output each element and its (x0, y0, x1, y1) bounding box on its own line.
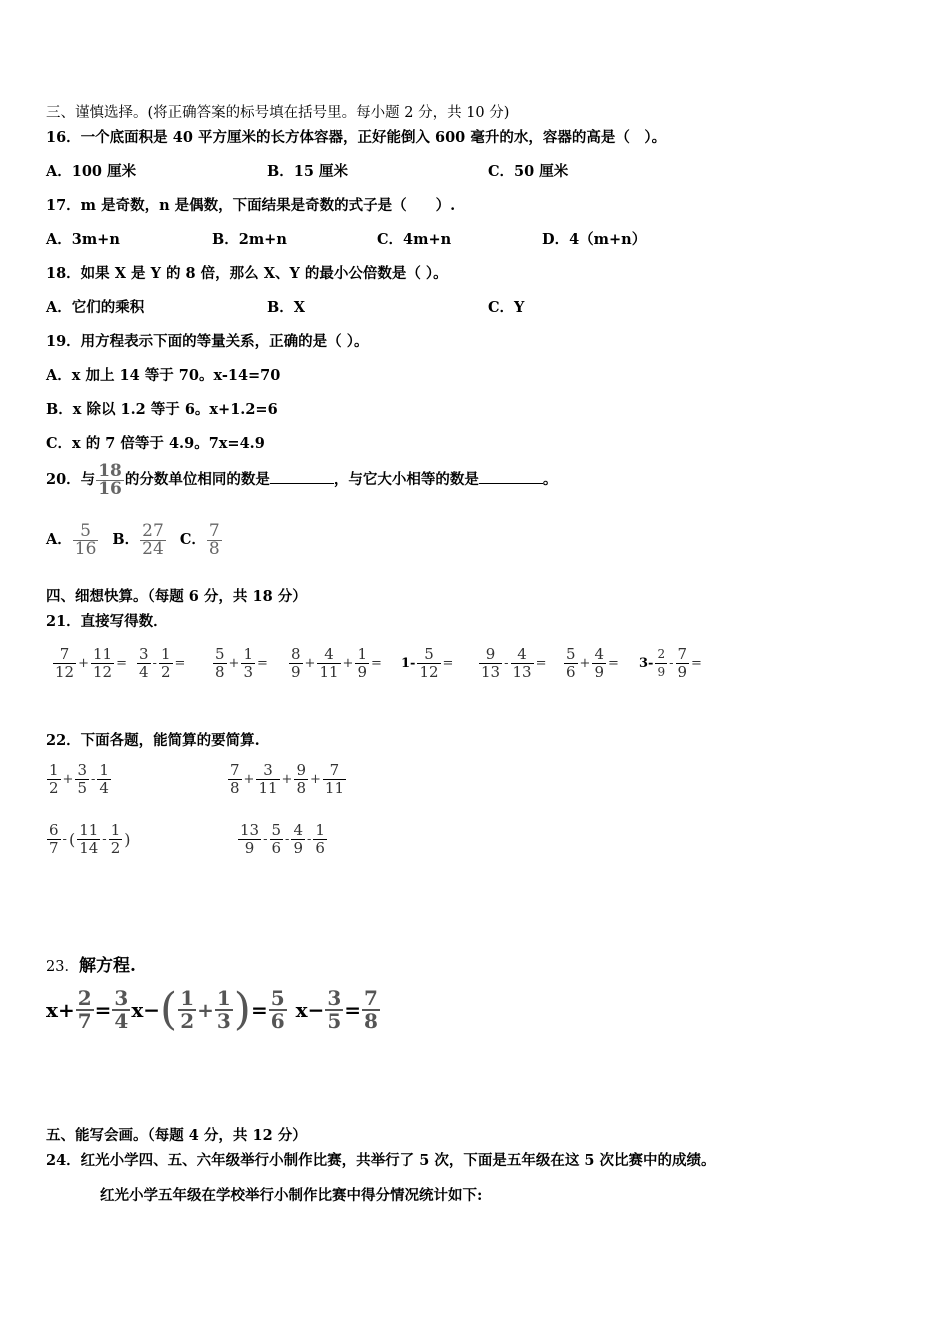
q16-option-c: C．50 厘米 (488, 163, 569, 180)
equals-sign: = (174, 656, 186, 671)
eq2-variable: x (131, 998, 144, 1022)
fraction-denominator: 24 (142, 538, 164, 559)
fraction-numerator: 3 (77, 761, 87, 779)
fraction-denominator: 7 (49, 839, 59, 857)
q20-option-b-fraction (140, 520, 166, 559)
q19-option-b: B．x 除以 1.2 等于 6。x+1.2=6 (46, 401, 278, 418)
q23-text: 解方程. (78, 956, 136, 976)
q21-item-6 (478, 646, 548, 681)
question-23-stem (46, 955, 136, 978)
fraction-denominator: 9 (594, 663, 604, 681)
fraction-denominator: 9 (293, 839, 303, 857)
fraction-numerator: 1 (216, 986, 231, 1010)
q22-expression-1 (46, 762, 112, 797)
operator: - (669, 656, 674, 671)
section-4-title: 四、细想快算。（每题 6 分，共 18 分） (46, 588, 307, 605)
operator: + (78, 656, 89, 671)
q23-number: 23． (46, 959, 79, 975)
fraction-denominator: 9 (357, 663, 367, 681)
equals-sign: = (257, 656, 268, 671)
plus-sign: + (57, 998, 75, 1022)
fraction-numerator: 5 (80, 520, 91, 541)
fraction-numerator: 3 (114, 986, 129, 1010)
q20-option-c-fraction (207, 520, 222, 559)
fraction-denominator: 8 (230, 779, 240, 797)
fraction-denominator: 9 (657, 665, 666, 679)
equals-sign: = (535, 656, 547, 671)
q18-option-c: C．Y (488, 299, 525, 316)
fraction-numerator: 2 (77, 986, 92, 1010)
operator: - (102, 832, 107, 847)
eq1-variable: x (46, 998, 58, 1022)
question-18-stem: 18．如果 X 是 Y 的 8 倍，那么 X、Y 的最小公倍数是（ ）。 (46, 265, 448, 282)
q20-middle: 的分数单位相同的数是 (124, 471, 270, 488)
equals-sign: = (344, 998, 362, 1022)
right-paren: ) (233, 984, 251, 1035)
fraction-numerator: 9 (485, 645, 496, 663)
fraction-numerator: 18 (98, 460, 122, 481)
equals-sign: = (691, 656, 702, 671)
fraction-numerator: 8 (291, 645, 301, 663)
fraction-denominator: 4 (114, 1009, 129, 1033)
q21-item-7 (563, 646, 620, 681)
operator: - (504, 656, 509, 671)
fraction-denominator: 9 (291, 663, 301, 681)
q16-option-b: B．15 厘米 (267, 163, 348, 180)
fraction-numerator: 7 (59, 645, 70, 663)
plus-sign: + (197, 998, 214, 1022)
fraction-numerator: 5 (271, 821, 282, 839)
q20-option-a-label: A． (46, 531, 72, 548)
equals-sign: = (250, 998, 268, 1022)
fraction-denominator: 8 (296, 779, 306, 797)
q22-expression-2 (227, 762, 347, 797)
operator: - (91, 772, 96, 787)
minus-sign: − (143, 998, 161, 1022)
minus-sign: − (307, 998, 325, 1022)
operator: - (263, 832, 268, 847)
q23-equations (46, 984, 381, 1035)
question-16-stem: 16．一个底面积是 40 平方厘米的长方体容器，正好能倒入 600 毫升的水，容器的高是（ ）。 (46, 129, 667, 146)
fraction-numerator: 4 (594, 645, 604, 663)
q21-item-1 (52, 646, 128, 681)
lead-term: 1- (401, 656, 416, 671)
fraction-denominator: 4 (99, 779, 109, 797)
q17-option-c: C．4m+n (377, 231, 452, 248)
fraction-numerator: 7 (230, 761, 240, 779)
fraction-denominator: 16 (74, 538, 97, 559)
fraction-denominator: 2 (49, 779, 59, 797)
fraction-denominator: 13 (481, 663, 501, 681)
equals-sign: = (116, 656, 127, 671)
fraction-numerator: 11 (79, 821, 99, 839)
right-paren: ) (124, 830, 131, 849)
eq3-variable: x (295, 998, 308, 1022)
q21-item-3 (212, 646, 269, 681)
fraction-numerator: 1 (99, 761, 109, 779)
q22-expression-3 (46, 822, 132, 857)
fraction-denominator: 3 (243, 663, 253, 681)
fraction-numerator: 3 (327, 986, 342, 1010)
q20-prefix: 20．与 (46, 471, 96, 488)
q20-middle2: ，与它大小相等的数是 (333, 471, 479, 488)
fraction-denominator: 2 (110, 839, 121, 857)
fraction-denominator: 4 (139, 663, 149, 681)
question-21-stem: 21．直接写得数． (46, 613, 168, 630)
fraction-denominator: 11 (258, 779, 278, 797)
question-19-stem: 19．用方程表示下面的等量关系，正确的是（ ）。 (46, 333, 369, 350)
fraction-numerator: 5 (215, 645, 225, 663)
fraction-numerator: 1 (110, 821, 121, 839)
fraction-denominator: 6 (270, 1009, 285, 1033)
q19-option-c: C．x 的 7 倍等于 4.9。7x=4.9 (46, 435, 265, 452)
operator: + (579, 656, 591, 671)
question-24-stem: 24．红光小学四、五、六年级举行小制作比赛，共举行了 5 次，下面是五年级在这 5 次比赛中的成绩。 (46, 1152, 716, 1169)
operator: - (152, 656, 157, 671)
fraction-numerator: 5 (424, 645, 434, 663)
fraction-denominator: 16 (98, 478, 122, 499)
fraction-numerator: 1 (160, 645, 171, 663)
fraction-numerator: 4 (293, 821, 303, 839)
q22-expression-4 (237, 822, 328, 857)
fraction-denominator: 8 (215, 663, 225, 681)
fraction-numerator: 1 (357, 645, 367, 663)
fraction-numerator: 5 (270, 986, 285, 1010)
q20-blank-2[interactable] (479, 471, 543, 484)
q21-item-5 (400, 646, 454, 681)
operator: + (281, 772, 293, 787)
q17-option-a: A．3m+n (46, 231, 120, 248)
q21-item-8 (638, 646, 703, 681)
fraction-numerator: 3 (139, 645, 149, 663)
operator: + (243, 772, 255, 787)
equals-sign: = (442, 656, 454, 671)
fraction-numerator: 1 (315, 821, 325, 839)
fraction-numerator: 27 (142, 520, 164, 541)
operator: - (307, 832, 312, 847)
equals-sign: = (608, 656, 619, 671)
fraction-numerator: 1 (180, 986, 195, 1010)
fraction-numerator: 11 (93, 645, 113, 663)
fraction-numerator: 13 (240, 821, 260, 839)
fraction-denominator: 11 (324, 779, 344, 797)
fraction-numerator: 1 (243, 645, 253, 663)
fraction-numerator: 6 (49, 821, 59, 839)
fraction-denominator: 7 (77, 1009, 92, 1033)
fraction-numerator: 1 (49, 761, 59, 779)
section-5-title: 五、能写会画。（每题 4 分，共 12 分） (46, 1127, 307, 1144)
left-paren: ( (68, 830, 76, 849)
operator: + (310, 772, 321, 787)
fraction-numerator: 7 (677, 645, 688, 663)
fraction-denominator: 5 (327, 1009, 342, 1033)
fraction-denominator: 13 (512, 663, 532, 681)
fraction-denominator: 2 (160, 663, 171, 681)
operator: + (304, 656, 316, 671)
operator: - (62, 832, 67, 847)
q20-option-c-label: C． (179, 531, 206, 548)
fraction-numerator: 9 (296, 761, 306, 779)
q17-option-d: D．4（m+n） (542, 231, 647, 248)
q19-option-a: A．x 加上 14 等于 70。x-14=70 (46, 367, 281, 384)
fraction-denominator: 14 (79, 839, 99, 857)
q18-option-a: A．它们的乘积 (46, 299, 145, 316)
fraction-denominator: 9 (677, 663, 688, 681)
fraction-denominator: 6 (315, 839, 325, 857)
question-20-stem (46, 462, 557, 498)
q20-blank-1[interactable] (270, 471, 334, 484)
q16-option-a: A．100 厘米 (46, 163, 137, 180)
q21-item-4 (288, 646, 383, 681)
q17-option-b: B．2m+n (212, 231, 287, 248)
left-paren: ( (160, 984, 178, 1035)
fraction-numerator: 7 (364, 986, 378, 1010)
q21-item-2 (136, 646, 186, 681)
fraction-denominator: 5 (77, 779, 87, 797)
fraction-denominator: 8 (364, 1009, 378, 1033)
q20-options (46, 520, 223, 560)
question-17-stem: 17．m 是奇数，n 是偶数，下面结果是奇数的式子是（ ）. (46, 197, 456, 214)
fraction-numerator: 3 (263, 761, 273, 779)
lead-term: 3- (639, 656, 654, 671)
fraction-numerator: 7 (329, 761, 340, 779)
fraction-denominator: 3 (216, 1009, 231, 1033)
fraction-numerator: 4 (517, 645, 527, 663)
operator: + (342, 656, 354, 671)
fraction-denominator: 9 (244, 839, 255, 857)
fraction-denominator: 12 (55, 663, 75, 681)
fraction-numerator: 7 (208, 520, 220, 541)
fraction-denominator: 8 (208, 538, 220, 559)
q20-option-a-fraction (73, 520, 99, 559)
question-24-subtitle: 红光小学五年级在学校举行小制作比赛中得分情况统计如下: (100, 1187, 483, 1204)
q20-fraction (96, 460, 124, 499)
operator: - (285, 832, 290, 847)
fraction-numerator: 2 (657, 647, 666, 661)
fraction-denominator: 12 (419, 663, 439, 681)
section-3-title: 三、谨慎选择。(将正确答案的标号填在括号里。每小题 2 分，共 10 分) (46, 105, 510, 121)
fraction-numerator: 5 (566, 645, 576, 663)
q18-option-b: B．X (267, 299, 306, 316)
fraction-numerator: 4 (324, 645, 334, 663)
fraction-denominator: 2 (180, 1009, 195, 1033)
fraction-denominator: 6 (271, 839, 282, 857)
fraction-denominator: 12 (93, 663, 113, 681)
q20-end: 。 (542, 471, 558, 488)
fraction-denominator: 6 (566, 663, 576, 681)
q20-option-b-label: B． (112, 531, 140, 548)
operator: + (62, 772, 74, 787)
fraction-denominator: 11 (319, 663, 339, 681)
operator: + (228, 656, 240, 671)
equals-sign: = (94, 998, 112, 1022)
question-22-stem: 22．下面各题，能简算的要简算. (46, 732, 260, 749)
equals-sign: = (371, 656, 382, 671)
